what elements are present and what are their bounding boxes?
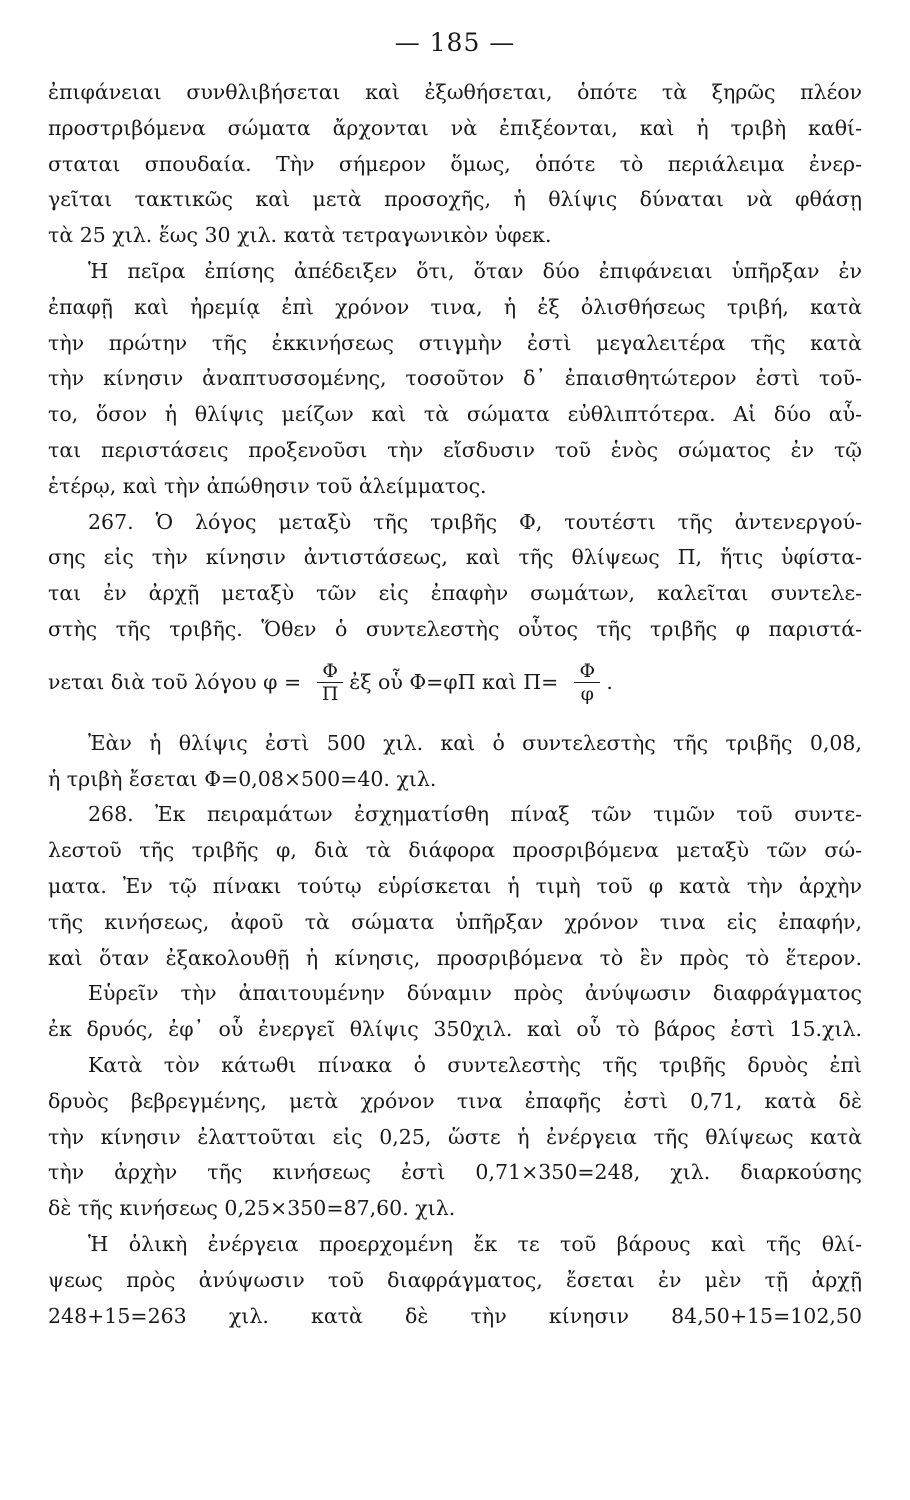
formula: [48, 650, 862, 716]
text-line: λεστοῦ τῆς τριβῆς φ, διὰ τὰ διάφορα προσριβόμενα μεταξὺ τῶν σώ-: [48, 838, 862, 863]
text-line: καὶ ὅταν ἐξακολουθῇ ἡ κίνησις, προσριβόμενα τὸ ἓν πρὸς τὸ ἕτερον.: [48, 945, 862, 970]
formula-middle: ἐξ οὗ Φ=φΠ καὶ Π=: [349, 669, 559, 694]
text-line: δὲ τῆς κινήσεως 0,25×350=87,60. χιλ.: [48, 1196, 456, 1221]
text-line: τὰ 25 χιλ. ἕως 30 χιλ. κατὰ τετραγωνικὸν ὑφεκ.: [48, 223, 552, 248]
paragraph-6: [48, 1227, 862, 1334]
text-line: Εὑρεῖν τὴν ἀπαιτουμένην δύναμιν πρὸς ἀνύψωσιν διαφράγματος: [88, 981, 862, 1006]
text-line: τὴν ἀρχὴν τῆς κινήσεως ἐστὶ 0,71×350=248, χιλ. διαρκούσης: [48, 1160, 862, 1185]
text-line: τὴν κίνησιν ἐλαττοῦται εἰς 0,25, ὥστε ἡ ἐνέργεια τῆς θλίψεως κατὰ: [48, 1124, 862, 1149]
fraction-denominator: φ: [580, 683, 594, 706]
text-line: τὴν πρώτην τῆς ἐκκινήσεως στιγμὴν ἐστὶ μεγαλειτέρα τῆς κατὰ: [48, 330, 862, 355]
text-line: ἐπιφάνειαι συνθλιβήσεται καὶ ἐξωθήσεται, ὁπότε τὰ ξηρῶς πλέον: [48, 80, 862, 104]
text-line: ἐκ δρυός, ἐφ᾽ οὗ ἐνεργεῖ θλίψις 350χιλ. καὶ οὗ τὸ βάρος ἐστὶ 15.χιλ.: [48, 1017, 862, 1042]
text-line: Κατὰ τὸν κάτωθι πίνακα ὁ συντελεστὴς τῆς τριβῆς δρυὸς ἐπὶ: [88, 1052, 862, 1077]
text-line: το, ὅσον ἡ θλίψις μείζων καὶ τὰ σώματα εὐθλιπτότερα. Αἱ δύο αὗ-: [48, 402, 862, 427]
text-line: τὴν κίνησιν ἀναπτυσσομένης, τοσοῦτον δ᾽ ἐπαισθητώτερον ἐστὶ τοῦ-: [48, 366, 862, 391]
text-line: 267. Ὁ λόγος μεταξὺ τῆς τριβῆς Φ, τουτέστι τῆς ἀντενεργού-: [88, 509, 862, 534]
fraction-numerator: Φ: [322, 660, 338, 683]
text-line: ἐπαφῇ καὶ ἠρεμίᾳ ἐπὶ χρόνον τινα, ἡ ἐξ ὀλισθήσεως τριβή, κατὰ: [48, 294, 862, 319]
text-line: γεῖται τακτικῶς καὶ μετὰ προσοχῆς, ἡ θλίψις δύναται νὰ φθάσῃ: [48, 187, 862, 212]
fraction-denominator: Π: [321, 683, 339, 706]
text-line: Ἡ πεῖρα ἐπίσης ἀπέδειξεν ὅτι, ὅταν δύο ἐπιφάνειαι ὑπῆρξαν ἐν: [88, 258, 862, 283]
text-line: στὴς τῆς τριβῆς. Ὅθεν ὁ συντελεστὴς οὗτος τῆς τριβῆς φ παριστά-: [48, 616, 862, 641]
text-line: ται περιστάσεις προξενοῦσι τὴν εἴσδυσιν τοῦ ἑνὸς σώματος ἐν τῷ: [48, 437, 862, 462]
text-line: ἡ τριβὴ ἔσεται Φ=0,08×500=40. χιλ.: [48, 766, 437, 791]
paragraph-1: [48, 75, 862, 254]
text-line: 268. Ἐκ πειραμάτων ἐσχηματίσθη πίναξ τῶν τιμῶν τοῦ συντε-: [88, 802, 862, 827]
paragraph-4: [48, 976, 862, 1048]
section-268: [48, 797, 862, 976]
page-body: [48, 75, 862, 1334]
formula-lead: νεται διὰ τοῦ λόγου φ =: [48, 669, 302, 694]
text-line: σης εἰς τὴν κίνησιν ἀντιστάσεως, καὶ τῆς θλίψεως Π, ἥτις ὑφίστα-: [48, 545, 862, 570]
page-number: — 185 —: [394, 28, 516, 57]
fraction-phi-over-phi: [574, 660, 600, 705]
paragraph-2: [48, 254, 862, 505]
text-line: 248+15=263 χιλ. κατὰ δὲ τὴν κίνησιν 84,50+15=102,50: [48, 1303, 862, 1328]
text-line: Ἐὰν ἡ θλίψις ἐστὶ 500 χιλ. καὶ ὁ συντελεστὴς τῆς τριβῆς 0,08,: [88, 730, 862, 755]
section-267: [48, 505, 862, 648]
text-line: τῆς κινήσεως, ἀφοῦ τὰ σώματα ὑπῆρξαν χρόνον τινα εἰς ἐπαφήν,: [48, 909, 862, 934]
paragraph-5: [48, 1048, 862, 1227]
text-line: δρυὸς βεβρεγμένης, μετὰ χρόνον τινα ἐπαφῆς ἐστὶ 0,71, κατὰ δὲ: [48, 1088, 862, 1113]
text-line: ται ἐν ἀρχῇ μεταξὺ τῶν εἰς ἐπαφὴν σωμάτων, καλεῖται συντελε-: [48, 581, 862, 606]
text-line: προστριβόμενα σώματα ἄρχονται νὰ ἐπιξέονται, καὶ ἡ τριβὴ καθί-: [48, 115, 862, 140]
text-line: σταται σπουδαία. Τὴν σήμερον ὅμως, ὁπότε τὸ περιάλειμα ἐνερ-: [48, 151, 862, 176]
text-line: Ἡ ὁλικὴ ἐνέργεια προερχομένη ἔκ τε τοῦ βάρους καὶ τῆς θλί-: [88, 1231, 862, 1256]
formula-tail: .: [606, 669, 613, 694]
fraction-phi-over-pi: [317, 660, 343, 705]
fraction-numerator: Φ: [579, 660, 596, 683]
paragraph-3: [48, 726, 862, 798]
text-line: ἑτέρῳ, καὶ τὴν ἀπώθησιν τοῦ ἀλείμματος.: [48, 473, 487, 498]
text-line: ματα. Ἐν τῷ πίνακι τούτῳ εὑρίσκεται ἡ τιμὴ τοῦ φ κατὰ τὴν ἀρχὴν: [48, 873, 862, 898]
text-line: ψεως πρὸς ἀνύψωσιν τοῦ διαφράγματος, ἔσεται ἐν μὲν τῇ ἀρχῇ: [48, 1267, 862, 1292]
